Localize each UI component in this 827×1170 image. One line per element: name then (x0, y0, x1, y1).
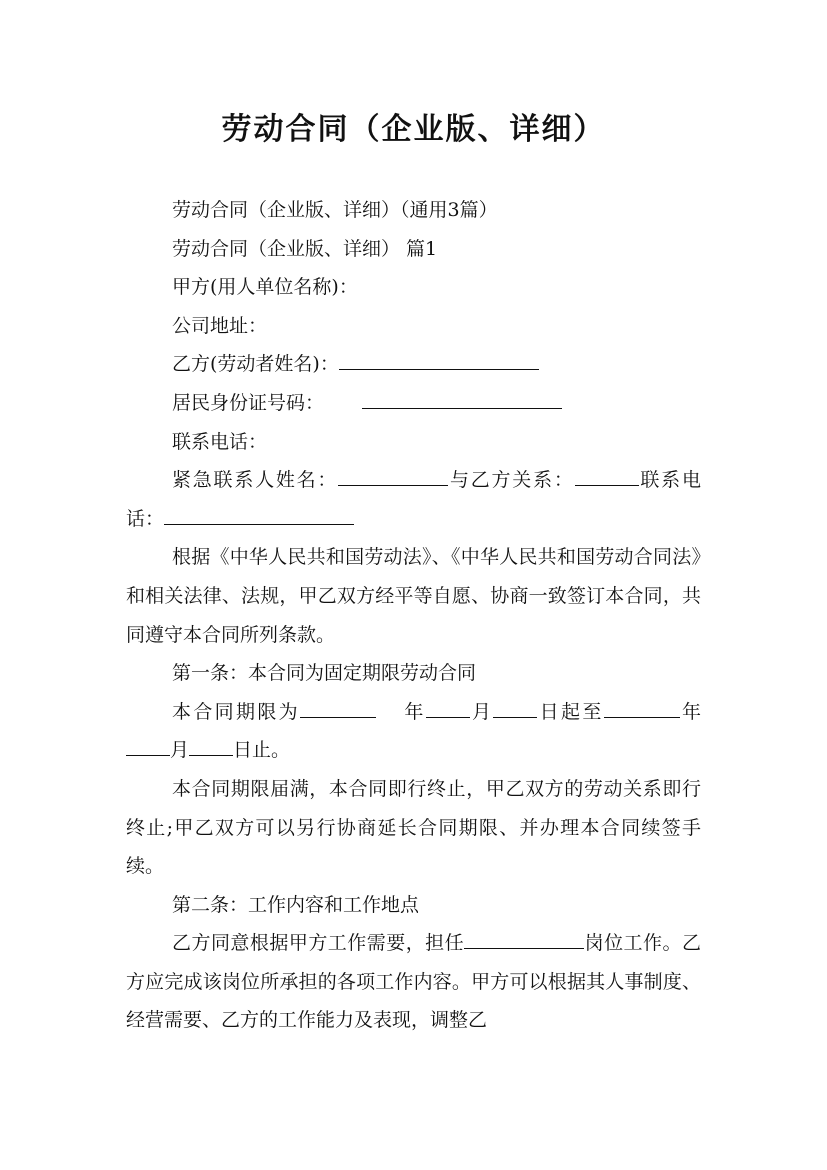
emergency-contact-paragraph: 紧急联系人姓名： 与乙方关系： 联系电话： (126, 469, 701, 530)
document-title: 劳动合同（企业版、详细） (221, 112, 606, 147)
subtitle-line: 劳动合同（企业版、详细）（通用3篇） (172, 199, 498, 221)
article-1-title: 第一条：本合同为固定期限劳动合同 (172, 662, 477, 685)
company-address-line: 公司地址： (172, 314, 268, 337)
id-number-blank (362, 407, 562, 409)
emergency-name-blank (338, 484, 448, 486)
party-b-blank (339, 368, 539, 370)
end-year-blank (604, 716, 680, 718)
id-number-line: 居民身份证号码： (126, 384, 701, 423)
term-paragraph: 本合同期限为 年 月 日起至 年月 日止。 (126, 693, 701, 770)
phone-line: 联系电话： (172, 430, 268, 453)
start-year-blank (300, 716, 376, 718)
party-a-line: 甲方(用人单位名称)： (172, 276, 358, 299)
party-b-line: 乙方(劳动者姓名)： (126, 345, 701, 384)
intro-paragraph: 根据《中华人民共和国劳动法》、《中华人民共和国劳动合同法》和相关法律、法规，甲乙双方经平等自愿、协商一致签订本合同，共同遵守本合同所列条款。 (126, 546, 701, 646)
part-heading-line: 劳动合同（企业版、详细） 篇1 (172, 237, 438, 260)
start-day-blank (493, 716, 537, 718)
emergency-phone-blank (164, 523, 354, 525)
expiry-paragraph: 本合同期限届满，本合同即行终止，甲乙双方的劳动关系即行终止;甲乙双方可以另行协商延长合同期限、并办理本合同续签手续。 (126, 777, 701, 878)
position-blank (464, 947, 584, 949)
duty-paragraph: 乙方同意根据甲方工作需要，担任 岗位工作。乙方应完成该岗位所承担的各项工作内容。甲方可以根据其人事制度、经营需要、乙方的工作能力及表现，调整乙 (126, 932, 701, 1032)
relation-blank (575, 484, 639, 486)
end-day-blank (189, 754, 233, 756)
document-body (126, 191, 701, 1040)
start-month-blank (426, 716, 470, 718)
end-month-blank (126, 754, 170, 756)
article-2-title: 第二条：工作内容和工作地点 (172, 893, 420, 916)
